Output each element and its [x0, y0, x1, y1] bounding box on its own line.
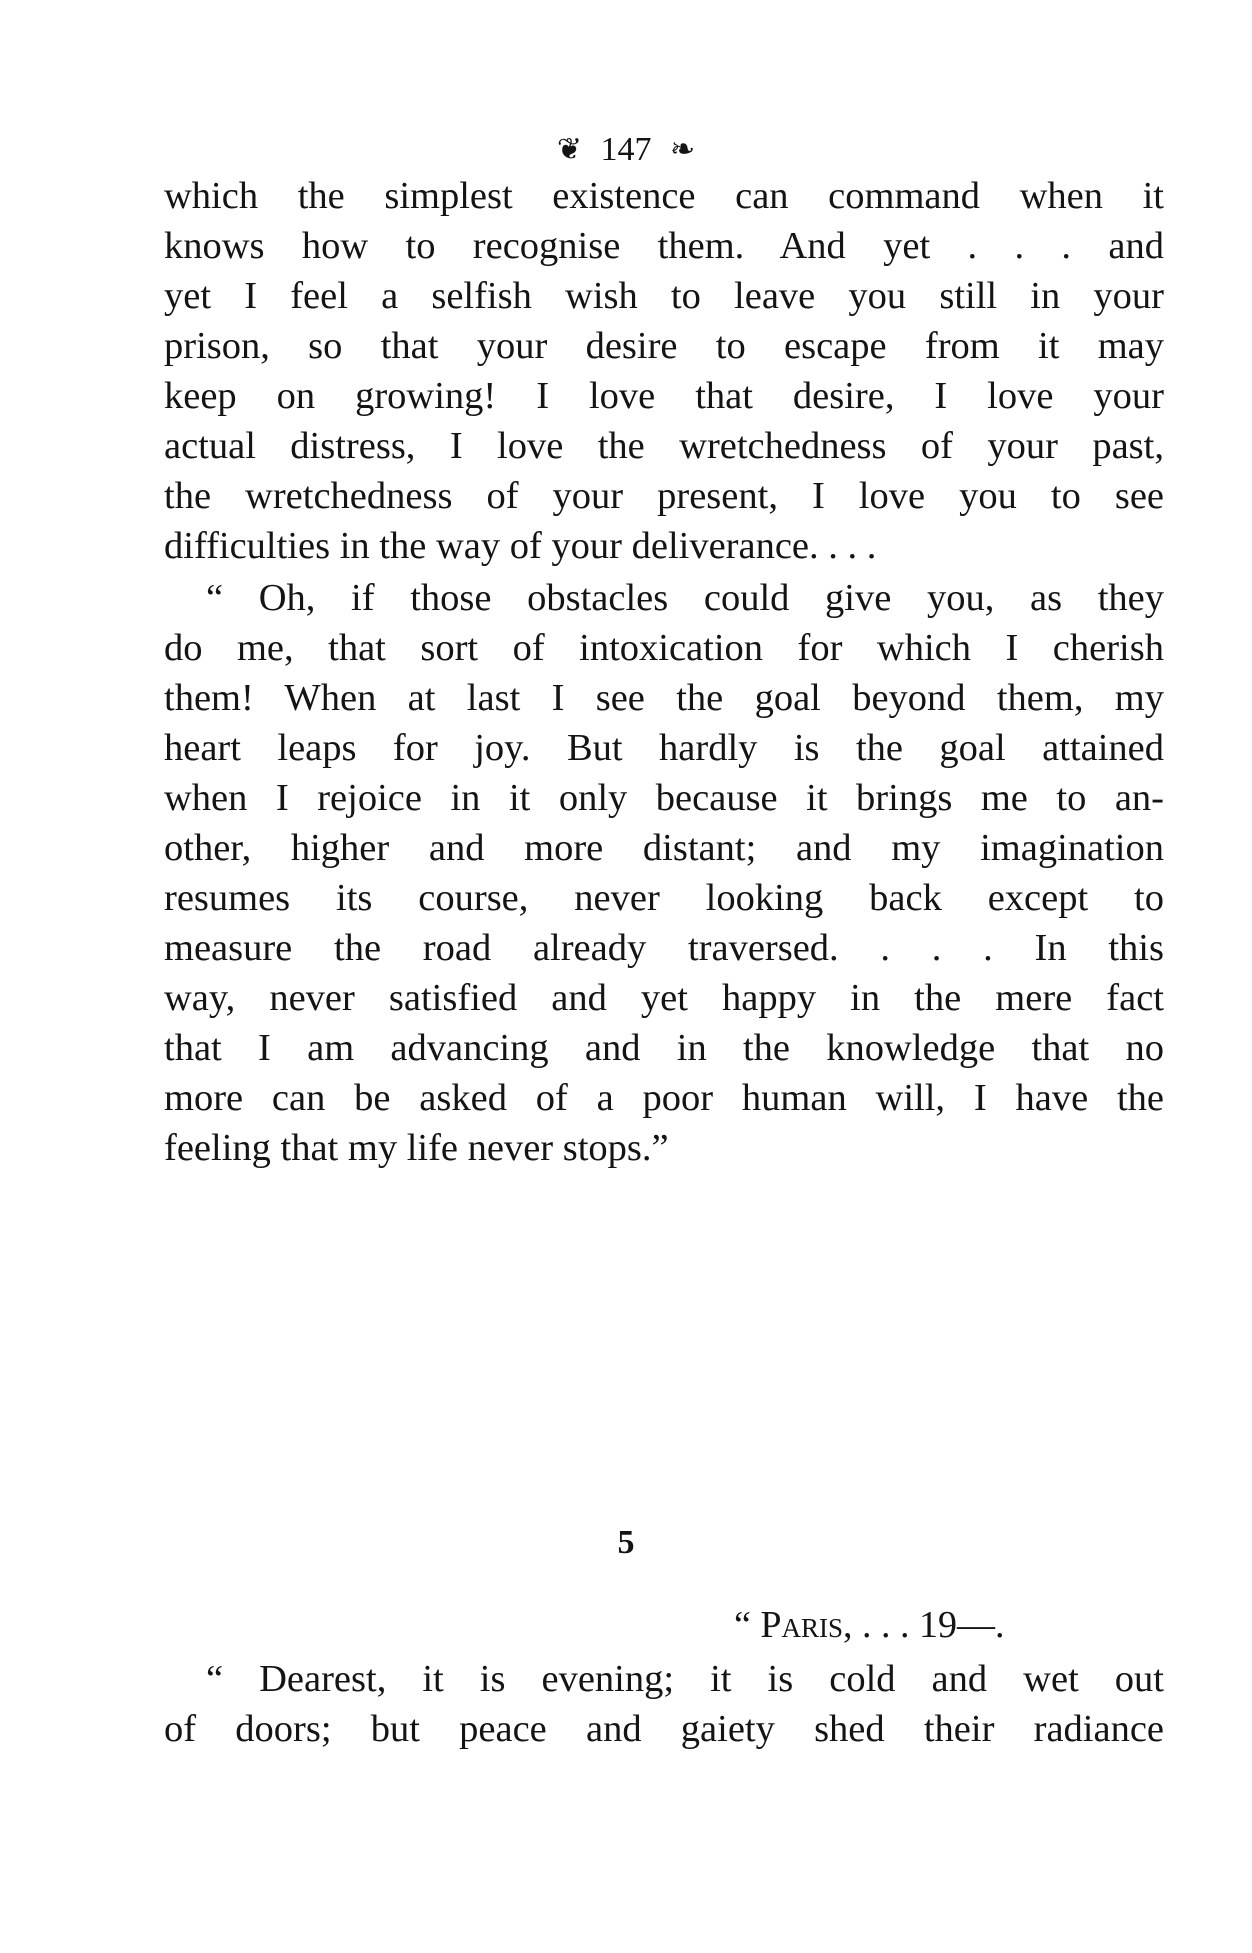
section-number: 5	[617, 1524, 635, 1561]
text-line: which the simplest existence can command when it	[164, 175, 1164, 217]
text-line: the wretchedness of your present, I love you to see	[164, 475, 1164, 517]
text-line: “ Dearest, it is evening; it is cold and wet out	[206, 1658, 1164, 1700]
text-line: them! When at last I see the goal beyond them, my	[164, 677, 1164, 719]
text-line: more can be asked of a poor human will, I have the	[164, 1077, 1164, 1119]
text-line: of doors; but peace and gaiety shed their radiance	[164, 1708, 1164, 1750]
text-line: way, never satisfied and yet happy in the mere fact	[164, 977, 1164, 1019]
text-line: other, higher and more distant; and my imagination	[164, 827, 1164, 869]
text-line: do me, that sort of intoxication for which I cherish	[164, 627, 1164, 669]
text-line: “ Oh, if those obstacles could give you, as they	[206, 577, 1164, 619]
page-number: 147	[600, 131, 652, 169]
text-line: feeling that my life never stops.”	[164, 1127, 669, 1169]
text-line: measure the road already traversed. . . . In this	[164, 927, 1164, 969]
fleuron-right-icon: ❧	[670, 133, 696, 167]
text-line: heart leaps for joy. But hardly is the goal attained	[164, 727, 1164, 769]
text-line: that I am advancing and in the knowledge that no	[164, 1027, 1164, 1069]
text-line: when I rejoice in it only because it brings me to an-	[164, 777, 1164, 819]
text-line: prison, so that your desire to escape from it may	[164, 325, 1164, 367]
text-line: keep on growing! I love that desire, I love your	[164, 375, 1164, 417]
text-line: yet I feel a selfish wish to leave you still in your	[164, 275, 1164, 317]
text-line: actual distress, I love the wretchedness of your past,	[164, 425, 1164, 467]
page-header	[0, 128, 1252, 170]
letter-dateline: “ Paris, . . . 19—.	[734, 1604, 1005, 1646]
text-line: knows how to recognise them. And yet . . . and	[164, 225, 1164, 267]
fleuron-left-icon: ❦	[556, 133, 582, 167]
text-line: resumes its course, never looking back except to	[164, 877, 1164, 919]
text-line: difficulties in the way of your deliverance. . . .	[164, 525, 877, 567]
